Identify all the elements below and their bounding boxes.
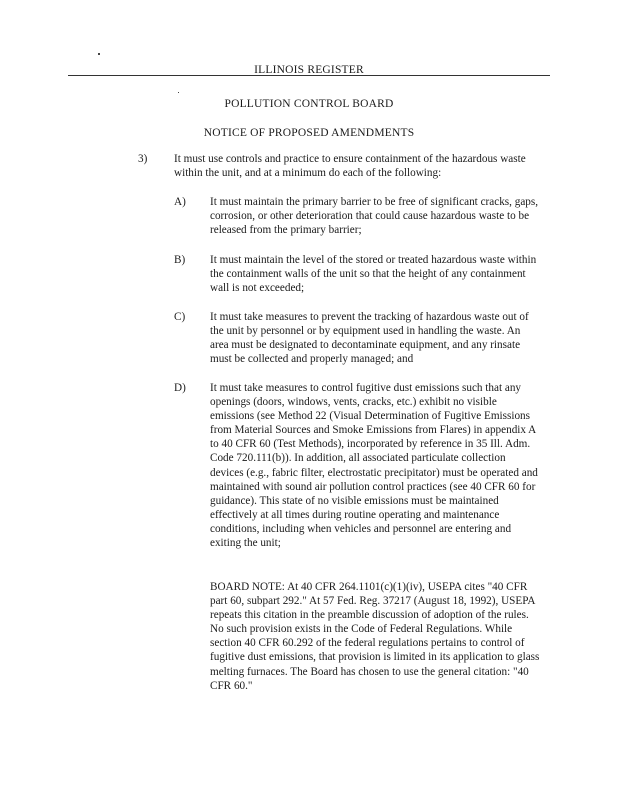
scan-speck — [178, 92, 179, 93]
subitem-c-text: It must take measures to prevent the tracking of hazardous waste out of the unit by personnel or by equipment used in handling the waste. An area must be designated to decontaminate equipment, and any rinsate must be collected and properly managed; and — [210, 311, 529, 366]
subitem-d-text: It must take measures to control fugitive dust emissions such that any openings (doors, windows, vents, cracks, etc.) exhibit no visible emissions (see Method 22 (Visual Determination of Fugitive Emissions from Material Sources and Smoke Emissions from Flares) in appendix A to 40 CFR 60 (Test Methods), incorporated by reference in 35 Ill. Adm. Code 720.111(b)). In addition, all associated particulate collection devices (e.g., fabric filter, electrostatic precipitator) must be operated and maintained with sound air pollution control practices (see 40 CFR 60 for guidance). This state of no visible emissions must be maintained effectively at all times during routine operating and maintenance conditions, including when vehicles and personnel are entering and exiting the unit; — [210, 382, 538, 550]
subitem-a-label: A) — [174, 196, 186, 208]
subitem-c-label: C) — [174, 311, 186, 323]
register-heading: ILLINOIS REGISTER — [254, 64, 364, 76]
subitem-b-label: B) — [174, 254, 186, 266]
header-rule — [68, 75, 550, 76]
scan-speck — [98, 53, 100, 55]
board-note: BOARD NOTE: At 40 CFR 264.1101(c)(1)(iv), USEPA cites "40 CFR part 60, subpart 292." At 57 Fed. Reg. 37217 (August 18, 1992), USEPA repeats this citation in the preamble discussion of adoption of the rules. No such provision exists in the Code of Federal Regulations. While section 40 CFR 60.292 of the federal regulations pertains to control of fugitive dust emissions, that provision is limited in its application to glass melting furnaces. The Board has chosen to use the general citation: "40 CFR 60." — [210, 581, 540, 692]
notice-heading: NOTICE OF PROPOSED AMENDMENTS — [203, 127, 415, 139]
subitem-d-label: D) — [174, 382, 186, 394]
subitem-b-text: It must maintain the level of the stored or treated hazardous waste within the containment walls of the unit so that the height of any containment wall is not exceeded; — [210, 254, 537, 295]
board-heading: POLLUTION CONTROL BOARD — [224, 98, 394, 110]
subitem-a-text: It must maintain the primary barrier to be free of significant cracks, gaps, corrosion, or other deterioration that could cause hazardous waste to be released from the primary barrier; — [210, 196, 539, 237]
item-3-text: It must use controls and practice to ensure containment of the hazardous waste within the unit, and at a minimum do each of the following: — [174, 153, 526, 180]
item-3-label: 3) — [138, 153, 148, 165]
